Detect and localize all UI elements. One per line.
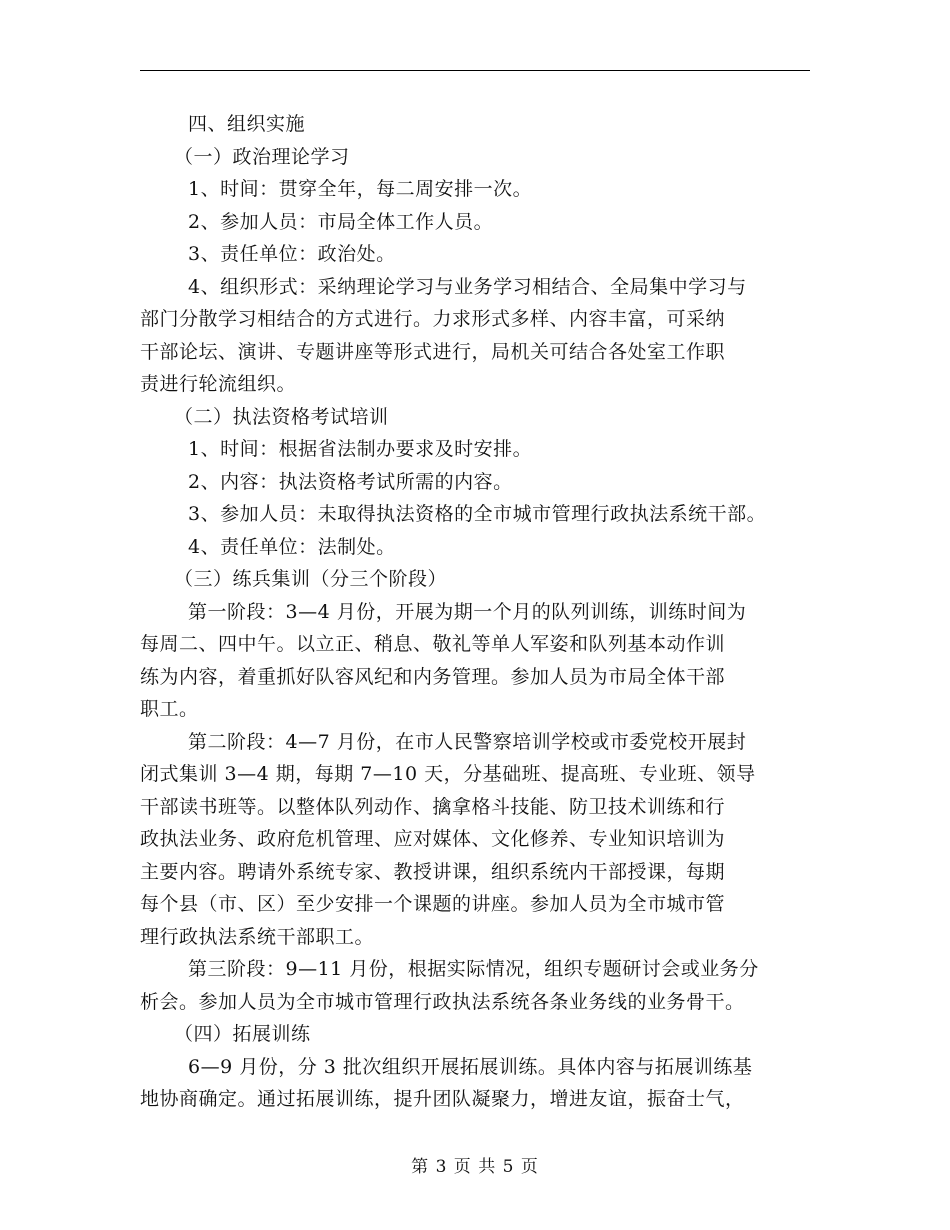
paragraph-continuation: 政执法业务、政府危机管理、应对媒体、文化修养、专业知识培训为	[140, 828, 726, 850]
paragraph-continuation: 析会。参加人员为全市城市管理行政执法系统各条业务线的业务骨干。	[140, 990, 745, 1013]
paragraph-line: 3、责任单位：政治处。	[188, 243, 396, 265]
paragraph-line: 2、参加人员：市局全体工作人员。	[188, 210, 494, 233]
paragraph-line: 3、参加人员：未取得执法资格的全市城市管理行政执法系统干部。	[188, 503, 767, 525]
paragraph-line: 4、组织形式：采纳理论学习与业务学习相结合、全局集中学习与	[188, 275, 747, 298]
paragraph-line: 4、责任单位：法制处。	[188, 535, 396, 558]
paragraph-line: 2、内容：执法资格考试所需的内容。	[188, 470, 513, 493]
subsection-heading: （一）政治理论学习	[174, 145, 350, 168]
paragraph-continuation: 职工。	[140, 698, 199, 720]
paragraph-line: 1、时间：贯穿全年，每二周安排一次。	[188, 178, 533, 200]
paragraph-continuation: 干部读书班等。以整体队列动作、擒拿格斗技能、防卫技术训练和行	[140, 795, 726, 818]
header-rule	[140, 70, 810, 71]
paragraph-continuation: 每周二、四中午。以立正、稍息、敬礼等单人军姿和队列基本动作训	[140, 633, 726, 655]
paragraph-line: 1、时间：根据省法制办要求及时安排。	[188, 438, 533, 460]
paragraph-continuation: 地协商确定。通过拓展训练，提升团队凝聚力，增进友谊，振奋士气，	[140, 1088, 745, 1110]
paragraph-continuation: 理行政执法系统干部职工。	[140, 925, 375, 948]
paragraph-continuation: 责进行轮流组织。	[140, 373, 297, 395]
section-heading: 四、组织实施	[188, 113, 306, 135]
paragraph-continuation: 主要内容。聘请外系统专家、教授讲课，组织系统内干部授课，每期	[140, 860, 726, 883]
paragraph-line: 6—9 月份，分 3 批次组织开展拓展训练。具体内容与拓展训练基	[188, 1055, 753, 1078]
paragraph-continuation: 部门分散学习相结合的方式进行。力求形式多样、内容丰富，可采纳	[140, 308, 726, 330]
paragraph-continuation: 闭式集训 3—4 期，每期 7—10 天，分基础班、提高班、专业班、领导	[140, 763, 756, 785]
paragraph-continuation: 每个县（市、区）至少安排一个课题的讲座。参加人员为全市城市管	[140, 893, 726, 915]
paragraph-line: 第一阶段：3—4 月份，开展为期一个月的队列训练，训练时间为	[188, 600, 747, 623]
subsection-heading: （二）执法资格考试培训	[174, 405, 389, 428]
subsection-heading: （四）拓展训练	[174, 1023, 311, 1045]
paragraph-continuation: 练为内容，着重抓好队容风纪和内务管理。参加人员为市局全体干部	[140, 665, 726, 688]
document-body	[140, 108, 810, 1116]
paragraph-line: 第二阶段：4—7 月份，在市人民警察培训学校或市委党校开展封	[188, 730, 747, 753]
page-footer: 第 3 页 共 5 页	[411, 1157, 539, 1177]
paragraph-continuation: 干部论坛、演讲、专题讲座等形式进行，局机关可结合各处室工作职	[140, 340, 726, 363]
subsection-heading: （三）练兵集训（分三个阶段）	[174, 568, 448, 590]
paragraph-line: 第三阶段：9—11 月份，根据实际情况，组织专题研讨会或业务分	[188, 958, 759, 980]
